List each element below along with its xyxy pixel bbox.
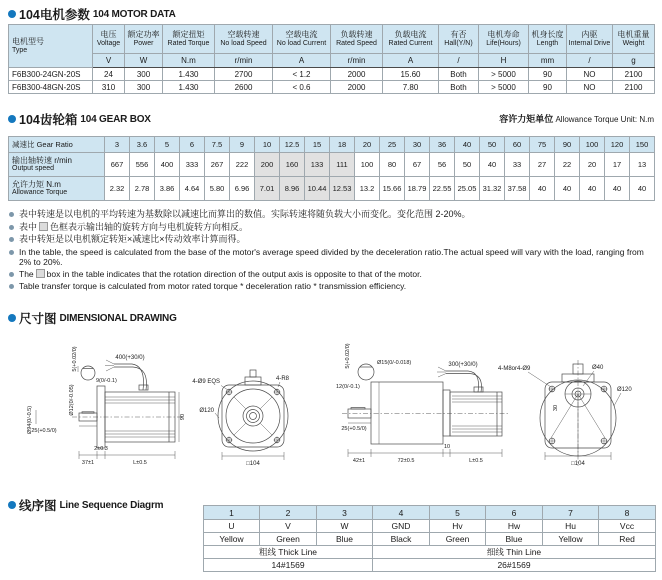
dim-label: 9(0/-0.1) xyxy=(96,378,117,384)
signal-cell: Vcc xyxy=(599,520,656,533)
gear-box-table xyxy=(8,136,655,201)
allowance-torque-cell: 40 xyxy=(555,177,580,201)
dim-label: 90 xyxy=(180,413,186,421)
unit-cell: r/min xyxy=(331,54,383,68)
section-title-en: Line Sequence Diagrm xyxy=(59,499,164,511)
gear-ratio-cell: 5 xyxy=(155,137,180,153)
column-header: 空载电流 No load Current xyxy=(273,25,331,54)
note-text: box in the table indicates that the rotation direction of the output axis is opposite to that of the motor. xyxy=(46,268,422,279)
section-bullet-icon xyxy=(8,501,16,509)
motor-cell: 2000 xyxy=(331,68,383,81)
allowance-torque-label-en: Allowance Torque xyxy=(12,189,68,197)
gearmotor-side-view xyxy=(336,343,551,464)
dim-label: □104 xyxy=(246,461,260,467)
column-header: 有否 Hall(Y/N) xyxy=(439,25,479,54)
gray-box-icon xyxy=(39,222,48,231)
table-row xyxy=(9,68,655,81)
motor-cell: 90 xyxy=(529,68,567,81)
output-speed-row xyxy=(9,153,655,177)
motor-cell: 2100 xyxy=(613,68,655,81)
table-row xyxy=(9,81,655,94)
allowance-torque-cell: 5.80 xyxy=(205,177,230,201)
allowance-torque-cell: 40 xyxy=(630,177,655,201)
allowance-torque-cell: 40 xyxy=(530,177,555,201)
motor-cell: 310 xyxy=(93,81,125,94)
dim-label: 72±0.5 xyxy=(397,458,415,464)
motor-cell: 24 xyxy=(93,68,125,81)
unit-cell: r/min xyxy=(215,54,273,68)
section-title-zh: 线序图 xyxy=(19,499,57,513)
motor-cell: 1.430 xyxy=(163,81,215,94)
motor-units-row xyxy=(9,54,655,68)
gear-ratio-cell: 25 xyxy=(380,137,405,153)
section-title-zh: 104电机参数 xyxy=(19,8,90,22)
wire-color-cell: Black xyxy=(373,533,430,546)
gear-ratio-cell: 30 xyxy=(405,137,430,153)
note-bullet-icon xyxy=(9,212,14,217)
motor-cell: < 0.6 xyxy=(273,81,331,94)
dim-label: Ø94(0/-0.5) xyxy=(27,405,33,435)
dim-label: Ø120 xyxy=(199,408,214,414)
gear-ratio-cell: 15 xyxy=(305,137,330,153)
dim-label: L±0.5 xyxy=(469,458,483,464)
motor-cell: > 5000 xyxy=(479,81,529,94)
signal-cell: GND xyxy=(373,520,430,533)
signal-cell: W xyxy=(317,520,373,533)
dim-label: 37±1 xyxy=(81,460,95,466)
gear-ratio-cell: 90 xyxy=(555,137,580,153)
gear-ratio-cell: 50 xyxy=(480,137,505,153)
allowance-torque-cell: 2.78 xyxy=(130,177,155,201)
allowance-torque-cell: 25.05 xyxy=(455,177,480,201)
dim-label: 30 xyxy=(553,404,559,412)
dim-label: 10 xyxy=(443,444,451,450)
gear-ratio-cell: 120 xyxy=(605,137,630,153)
allowance-torque-cell: 8.96 xyxy=(280,177,305,201)
column-header: 内驱 Internal Drive xyxy=(567,25,613,54)
pin-cell: 7 xyxy=(543,506,599,520)
unit-note-en: Allowance Torque Unit: N.m xyxy=(555,115,654,124)
thin-line-label: 细线 Thin Line xyxy=(373,546,656,559)
output-speed-cell: 80 xyxy=(380,153,405,177)
allowance-torque-cell: 22.55 xyxy=(430,177,455,201)
dim-label: 300(+30/0) xyxy=(448,362,478,368)
gear-ratio-cell: 18 xyxy=(330,137,355,153)
dim-label: Ø40 xyxy=(592,365,604,371)
unit-cell: W xyxy=(125,54,163,68)
note-text: 表中转矩是以电机额定转矩×减速比×传动效率计算而得。 xyxy=(19,234,246,245)
allowance-torque-cell: 37.58 xyxy=(505,177,530,201)
column-header: 额定扭矩 Rated Torque xyxy=(163,25,215,54)
dim-label: 12(0/-0.1) xyxy=(336,384,360,390)
gear-ratio-cell: 100 xyxy=(580,137,605,153)
column-header: 空载转速 No load Speed xyxy=(215,25,273,54)
dimensional-drawing xyxy=(0,326,662,494)
section-title-zh: 尺寸图 xyxy=(19,312,57,326)
unit-cell: H xyxy=(479,54,529,68)
unit-cell: A xyxy=(273,54,331,68)
section-title-en: DIMENSIONAL DRAWING xyxy=(59,312,177,324)
section-bullet-icon xyxy=(8,314,16,322)
note-text: 色框表示输出轴的旋转方向与电机旋转方向相反。 xyxy=(50,221,249,232)
output-speed-cell: 17 xyxy=(605,153,630,177)
gear-ratio-cell: 36 xyxy=(430,137,455,153)
unit-cell: / xyxy=(567,54,613,68)
motor-side-view xyxy=(27,346,186,466)
allowance-torque-cell: 4.64 xyxy=(180,177,205,201)
gear-ratio-cell: 60 xyxy=(505,137,530,153)
line-sequence-table xyxy=(203,505,656,572)
column-header: 负载电流 Rated Current xyxy=(383,25,439,54)
allowance-torque-cell: 2.32 xyxy=(105,177,130,201)
motor-cell: 300 xyxy=(125,81,163,94)
note-text: 表中转速是以电机的平均转速为基数除以减速比而算出的数值。实际转速将随负载大小而变化。变化范围 2-20%。 xyxy=(19,209,471,219)
section-bullet-icon xyxy=(8,115,16,123)
output-speed-cell: 20 xyxy=(580,153,605,177)
pin-cell: 6 xyxy=(486,506,543,520)
note-bullet-icon xyxy=(9,284,14,289)
motor-cell: F6B300-48GN-20S xyxy=(9,81,93,94)
output-speed-label-zh: 输出轴转速 r/min xyxy=(12,155,72,165)
line-type-row xyxy=(204,546,656,559)
gear-ratio-cell: 20 xyxy=(355,137,380,153)
column-header: 额定功率 Power xyxy=(125,25,163,54)
allowance-torque-label xyxy=(9,177,105,201)
gear-ratio-cell: 10 xyxy=(255,137,280,153)
signal-cell: Hu xyxy=(543,520,599,533)
dim-label: 4-M8or4-Ø9 xyxy=(498,366,531,372)
output-speed-cell: 556 xyxy=(130,153,155,177)
section-title-en: 104 GEAR BOX xyxy=(80,113,151,125)
motor-header-row xyxy=(9,25,655,54)
section-bullet-icon xyxy=(8,10,16,18)
allowance-torque-unit-note xyxy=(499,112,654,125)
note-line xyxy=(8,247,656,267)
unit-cell: N.m xyxy=(163,54,215,68)
allowance-torque-cell: 40 xyxy=(605,177,630,201)
gear-ratio-cell: 150 xyxy=(630,137,655,153)
gear-ratio-cell: 6 xyxy=(180,137,205,153)
allowance-torque-cell: 40 xyxy=(580,177,605,201)
wire-color-cell: Yellow xyxy=(204,533,260,546)
unit-cell: A xyxy=(383,54,439,68)
allowance-torque-cell: 12.53 xyxy=(330,177,355,201)
output-speed-label xyxy=(9,153,105,177)
dim-label: L±0.5 xyxy=(133,460,147,466)
output-speed-cell: 267 xyxy=(205,153,230,177)
gearbox-section-header xyxy=(8,110,151,128)
output-speed-cell: 667 xyxy=(105,153,130,177)
allowance-torque-cell: 6.96 xyxy=(230,177,255,201)
pin-cell: 3 xyxy=(317,506,373,520)
dim-label: Ø15(0/-0.018) xyxy=(377,360,412,366)
thick-line-label: 粗线 Thick Line xyxy=(204,546,373,559)
wire-color-cell: Green xyxy=(260,533,317,546)
dim-label: 2±0.3 xyxy=(94,446,108,452)
gear-ratio-row xyxy=(9,137,655,153)
motor-front-view xyxy=(192,370,289,467)
motor-cell: 15.60 xyxy=(383,68,439,81)
motor-cell: 1.430 xyxy=(163,68,215,81)
dim-label: 42±1 xyxy=(352,458,366,464)
notes-list xyxy=(8,209,656,293)
column-header: 电机寿命 Life(Hours) xyxy=(479,25,529,54)
wire-color-cell: Green xyxy=(430,533,486,546)
gear-ratio-cell: 3.6 xyxy=(130,137,155,153)
output-speed-cell: 100 xyxy=(355,153,380,177)
dim-label: Ø120 xyxy=(617,387,632,393)
dim-label: 4-R8 xyxy=(276,376,290,382)
motor-cell: 2600 xyxy=(215,81,273,94)
gearbox-front-view xyxy=(540,360,632,467)
gear-ratio-cell: 9 xyxy=(230,137,255,153)
output-speed-cell: 200 xyxy=(255,153,280,177)
note-bullet-icon xyxy=(9,250,14,255)
gear-ratio-cell: 12.5 xyxy=(280,137,305,153)
allowance-torque-cell: 10.44 xyxy=(305,177,330,201)
note-text: Table transfer torque is calculated from motor rated torque * deceleration ratio * transmission efficiency. xyxy=(19,280,407,291)
output-speed-cell: 333 xyxy=(180,153,205,177)
output-speed-cell: 40 xyxy=(480,153,505,177)
gray-box-icon xyxy=(36,269,45,278)
column-header: 电机重量 Weight xyxy=(613,25,655,54)
dim-label: Ø12(0/-0.05) xyxy=(69,384,75,416)
motor-section-header xyxy=(8,5,176,23)
pin-cell: 8 xyxy=(599,506,656,520)
note-text: The xyxy=(19,268,34,279)
motor-cell: Both xyxy=(439,68,479,81)
note-line xyxy=(8,234,656,245)
wire-code-row xyxy=(204,559,656,572)
motor-cell: 90 xyxy=(529,81,567,94)
column-header: 负载转速 Rated Speed xyxy=(331,25,383,54)
note-line xyxy=(8,222,656,233)
wire-color-cell: Yellow xyxy=(543,533,599,546)
unit-cell: mm xyxy=(529,54,567,68)
unit-cell: g xyxy=(613,54,655,68)
dim-label: 5(+0.02/0) xyxy=(345,343,351,369)
signal-row xyxy=(204,520,656,533)
allowance-torque-cell: 18.79 xyxy=(405,177,430,201)
output-speed-cell: 13 xyxy=(630,153,655,177)
pin-cell: 1 xyxy=(204,506,260,520)
output-speed-label-en: Output speed xyxy=(12,165,55,173)
motor-cell: F6B300-24GN-20S xyxy=(9,68,93,81)
column-header: 电压 Voltage xyxy=(93,25,125,54)
output-speed-cell: 56 xyxy=(430,153,455,177)
motor-cell: < 1.2 xyxy=(273,68,331,81)
dim-label: 400(+30/0) xyxy=(115,355,145,361)
allowance-torque-cell: 3.86 xyxy=(155,177,180,201)
type-header-en: Type xyxy=(12,46,28,54)
motor-cell: 2000 xyxy=(331,81,383,94)
output-speed-cell: 133 xyxy=(305,153,330,177)
note-bullet-icon xyxy=(9,225,14,230)
drawing-section-header xyxy=(8,309,177,327)
motor-cell: 2100 xyxy=(613,81,655,94)
output-speed-cell: 50 xyxy=(455,153,480,177)
gear-ratio-cell: 40 xyxy=(455,137,480,153)
motor-cell: Both xyxy=(439,81,479,94)
pin-cell: 4 xyxy=(373,506,430,520)
motor-cell: 2700 xyxy=(215,68,273,81)
line-section-header xyxy=(8,496,163,514)
output-speed-cell: 160 xyxy=(280,153,305,177)
note-bullet-icon xyxy=(9,272,14,277)
thin-line-code: 26#1569 xyxy=(373,559,656,572)
note-text: In the table, the speed is calculated from the base of the motor's average speed divided by the deceleration ratio.The actual speed will vary with the load, ranging from 2% to 20%. xyxy=(19,246,644,267)
gear-ratio-cell: 75 xyxy=(530,137,555,153)
pin-cell: 5 xyxy=(430,506,486,520)
dim-label: 5(+0.02/0) xyxy=(72,346,78,372)
allowance-torque-label-zh: 允许力矩 N.m xyxy=(12,179,61,189)
wire-color-row xyxy=(204,533,656,546)
allowance-torque-cell: 13.2 xyxy=(355,177,380,201)
unit-note-zh: 容许力矩单位 xyxy=(499,114,554,124)
output-speed-cell: 22 xyxy=(555,153,580,177)
dim-label: 25(+0.5/0) xyxy=(341,426,367,432)
dim-label: 25(+0.5/0) xyxy=(31,428,57,434)
dim-label: 4-Ø9 EQS xyxy=(192,379,220,385)
output-speed-cell: 111 xyxy=(330,153,355,177)
output-speed-cell: 400 xyxy=(155,153,180,177)
allowance-torque-row xyxy=(9,177,655,201)
note-bullet-icon xyxy=(9,237,14,242)
signal-cell: Hw xyxy=(486,520,543,533)
note-line xyxy=(8,269,656,279)
gear-ratio-label: 减速比 Gear Ratio xyxy=(9,137,105,153)
pin-number-row xyxy=(204,506,656,520)
motor-cell: 7.80 xyxy=(383,81,439,94)
allowance-torque-cell: 15.66 xyxy=(380,177,405,201)
motor-data-table xyxy=(8,24,655,94)
section-title-en: 104 MOTOR DATA xyxy=(92,8,176,20)
pin-cell: 2 xyxy=(260,506,317,520)
thick-line-code: 14#1569 xyxy=(204,559,373,572)
output-speed-cell: 27 xyxy=(530,153,555,177)
column-header: 机身长度 Length xyxy=(529,25,567,54)
signal-cell: Hv xyxy=(430,520,486,533)
type-header-zh: 电机型号 xyxy=(12,36,44,46)
wire-color-cell: Blue xyxy=(486,533,543,546)
unit-cell: / xyxy=(439,54,479,68)
motor-cell: NO xyxy=(567,68,613,81)
wire-color-cell: Blue xyxy=(317,533,373,546)
motor-cell: NO xyxy=(567,81,613,94)
gear-ratio-cell: 7.5 xyxy=(205,137,230,153)
motor-type-header xyxy=(9,25,93,68)
output-speed-cell: 222 xyxy=(230,153,255,177)
output-speed-cell: 33 xyxy=(505,153,530,177)
note-line xyxy=(8,209,656,220)
note-line xyxy=(8,281,656,291)
section-title-zh: 104齿轮箱 xyxy=(19,113,78,127)
signal-cell: U xyxy=(204,520,260,533)
unit-cell: V xyxy=(93,54,125,68)
wire-color-cell: Red xyxy=(599,533,656,546)
signal-cell: V xyxy=(260,520,317,533)
allowance-torque-cell: 7.01 xyxy=(255,177,280,201)
note-text: 表中 xyxy=(19,221,38,232)
output-speed-cell: 67 xyxy=(405,153,430,177)
gear-ratio-cell: 3 xyxy=(105,137,130,153)
dim-label: □104 xyxy=(571,461,585,467)
motor-cell: 300 xyxy=(125,68,163,81)
allowance-torque-cell: 31.32 xyxy=(480,177,505,201)
motor-cell: > 5000 xyxy=(479,68,529,81)
